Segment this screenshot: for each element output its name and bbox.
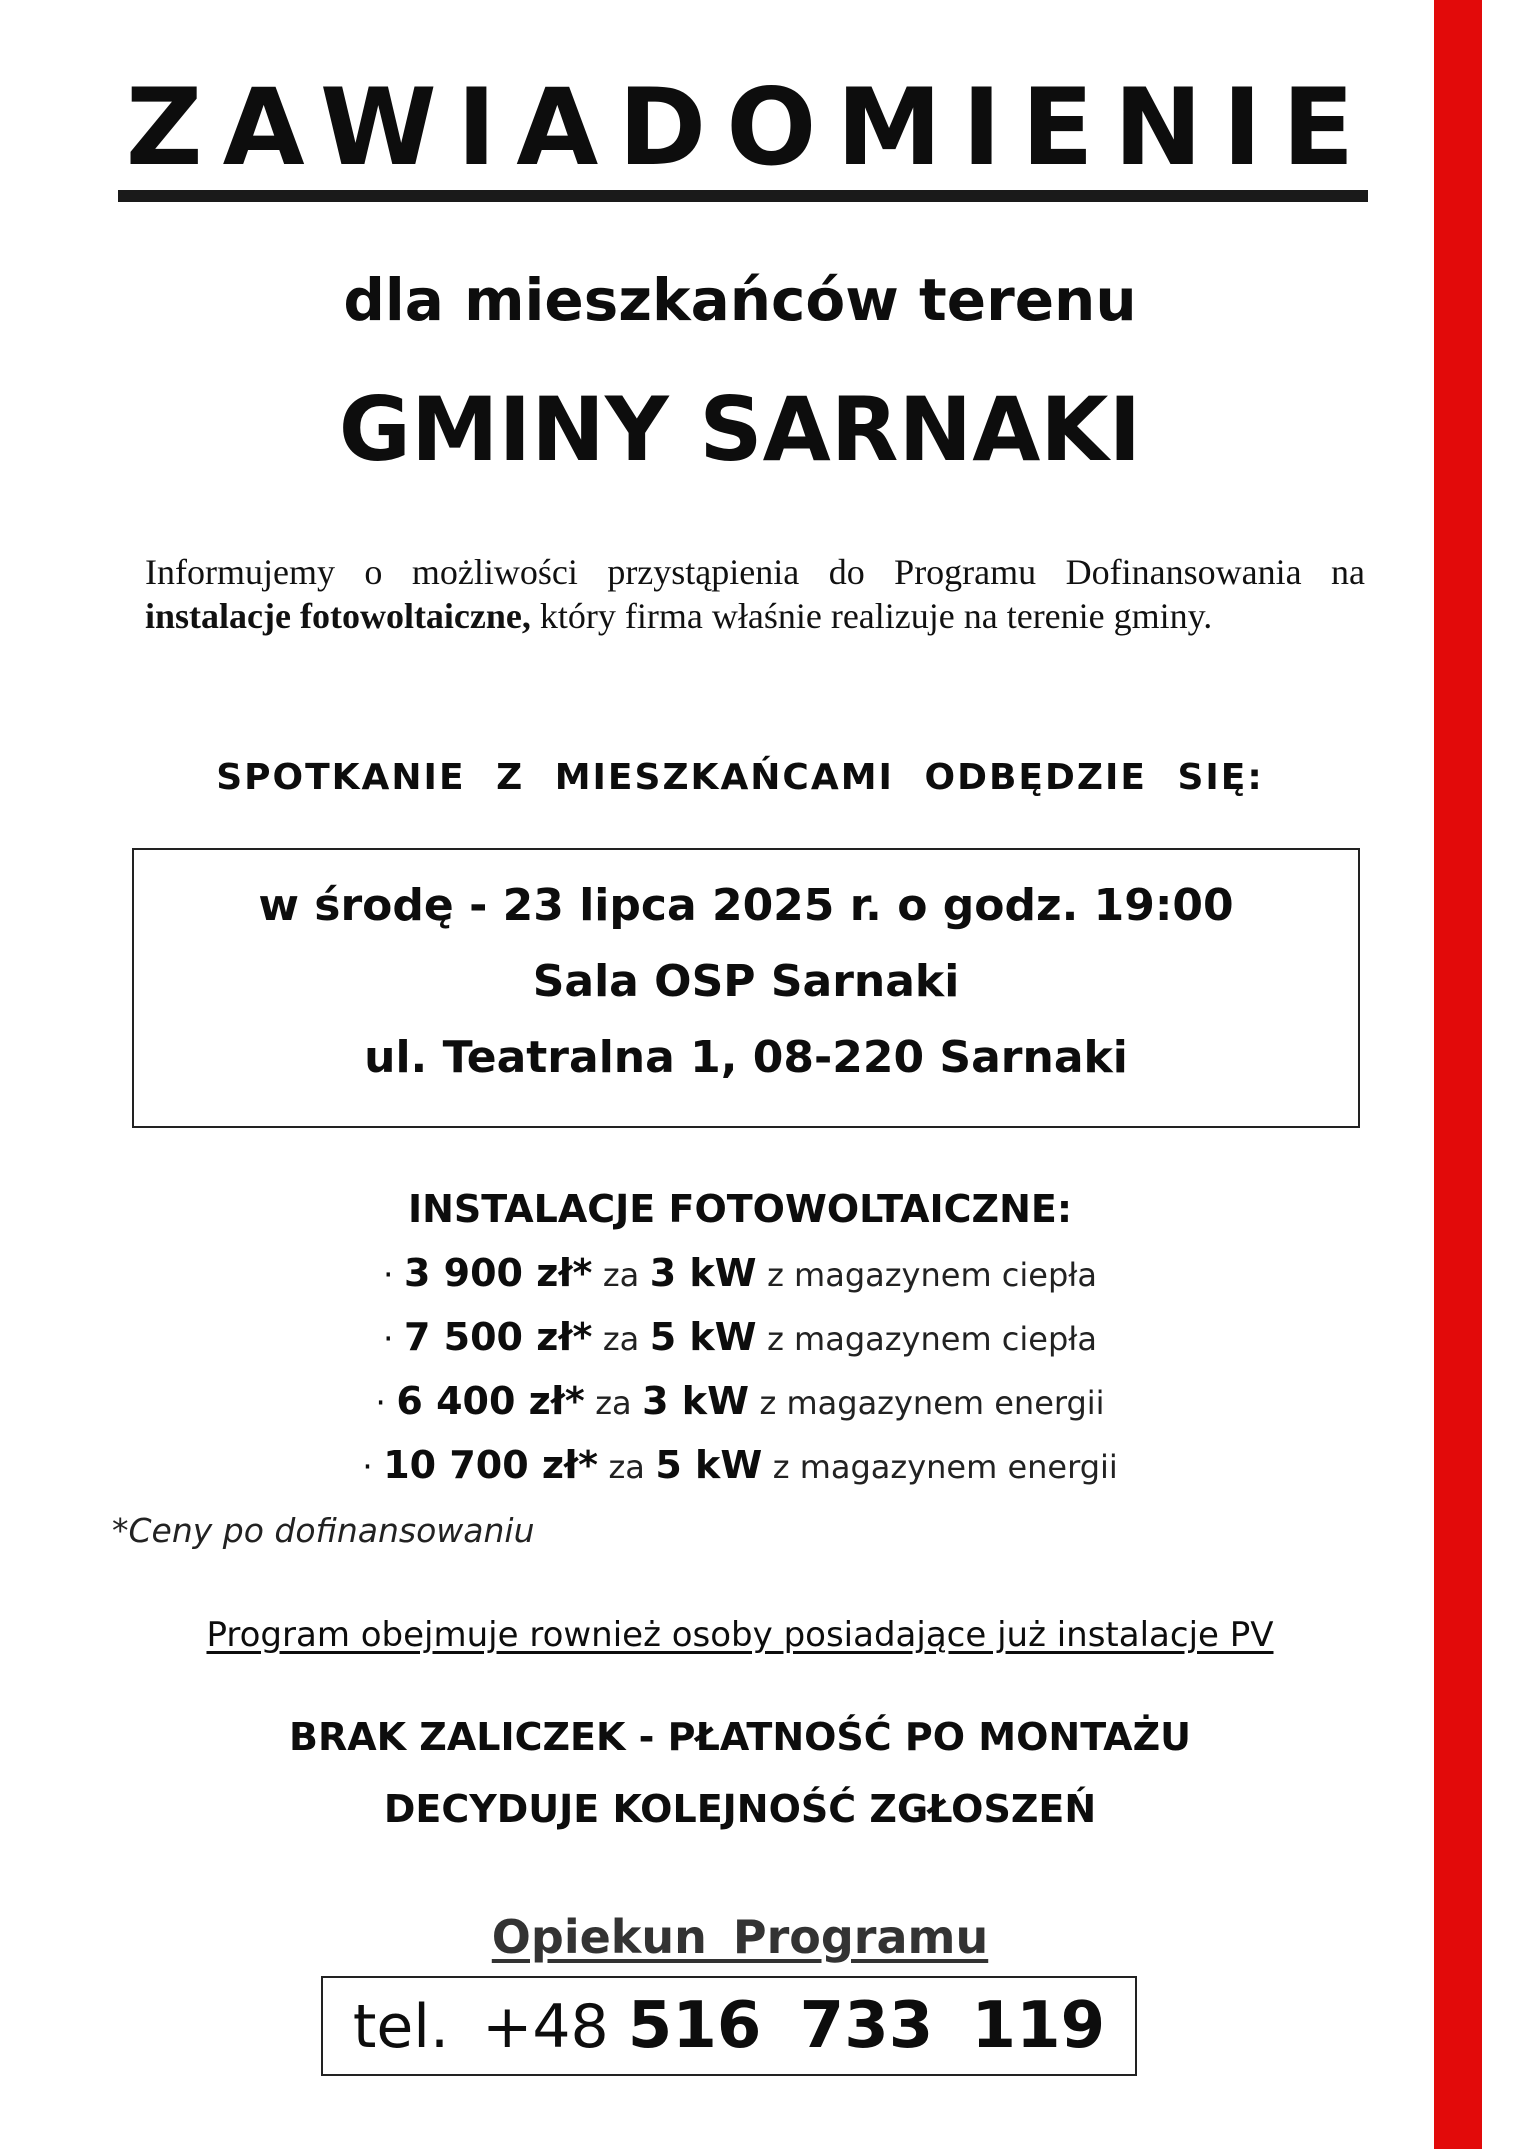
phone-prefix: tel. +48 — [352, 1992, 609, 2062]
price-value: 3 900 zł* — [404, 1251, 593, 1295]
program-guardian-heading — [85, 1908, 1395, 1966]
meeting-date: w środę - 23 lipca 2025 r. o godz. 19:00 — [258, 880, 1234, 931]
intro-text-bold: instalacje fotowoltaiczne, — [145, 596, 531, 636]
price-za: za — [608, 1448, 645, 1486]
price-description: z magazynem ciepła — [767, 1320, 1097, 1358]
bullet-dot: · — [362, 1447, 373, 1486]
price-footnote: *Ceny po dofinansowaniu — [112, 1511, 535, 1550]
first-come-notice: DECYDUJE KOLEJNOŚĆ ZGŁOSZEŃ — [383, 1787, 1097, 1831]
program-guardian-text: Opiekun Programu — [491, 1910, 989, 1964]
price-description: z magazynem energii — [759, 1384, 1105, 1422]
bullet-dot: · — [375, 1383, 386, 1422]
title-underline-rule — [118, 190, 1368, 202]
meeting-heading: SPOTKANIE Z MIESZKAŃCAMI ODBĘDZIE SIĘ: — [216, 757, 1264, 798]
phone-number[interactable]: 516 733 119 — [627, 1989, 1106, 2063]
meeting-address: ul. Teatralna 1, 08-220 Sarnaki — [364, 1032, 1128, 1083]
bullet-dot: · — [383, 1319, 394, 1358]
no-advance-payment-notice: BRAK ZALICZEK - PŁATNOŚĆ PO MONTAŻU — [288, 1715, 1192, 1759]
price-value: 10 700 zł* — [383, 1443, 598, 1487]
intro-text-part2: który firma właśnie realizuje na terenie gminy. — [530, 596, 1213, 636]
intro-text-part1: Informujemy o możliwości przystąpienia do Programu Dofinansowania na — [145, 552, 1365, 592]
meeting-details-box — [132, 848, 1360, 1128]
meeting-venue: Sala OSP Sarnaki — [532, 956, 960, 1007]
page-title: ZAWIADOMIENIE — [125, 66, 1375, 189]
price-za: za — [602, 1320, 640, 1358]
phone-box — [321, 1976, 1137, 2076]
bullet-dot: · — [383, 1255, 394, 1294]
power-value: 3 kW — [649, 1251, 757, 1295]
price-description: z magazynem ciepła — [767, 1256, 1097, 1294]
gmina-name: GMINY SARNAKI — [338, 378, 1142, 481]
price-item — [85, 1440, 1395, 1492]
subtitle: dla mieszkańców terenu — [343, 266, 1137, 334]
power-value: 5 kW — [655, 1443, 763, 1487]
pv-owners-note — [85, 1612, 1395, 1658]
pv-owners-text: Program obejmuje rownież osoby posiadające już instalacje PV — [206, 1615, 1274, 1655]
power-value: 3 kW — [642, 1379, 749, 1423]
price-item — [85, 1312, 1395, 1364]
price-description: z magazynem energii — [772, 1448, 1118, 1486]
price-value: 6 400 zł* — [396, 1379, 585, 1423]
price-za: za — [595, 1384, 632, 1422]
red-side-stripe — [1434, 0, 1482, 2149]
price-item — [85, 1376, 1395, 1428]
intro-paragraph — [145, 550, 1365, 638]
price-za: za — [602, 1256, 640, 1294]
power-value: 5 kW — [649, 1315, 757, 1359]
price-value: 7 500 zł* — [404, 1315, 593, 1359]
price-item — [85, 1248, 1395, 1300]
offer-heading: INSTALACJE FOTOWOLTAICZNE: — [407, 1187, 1073, 1231]
